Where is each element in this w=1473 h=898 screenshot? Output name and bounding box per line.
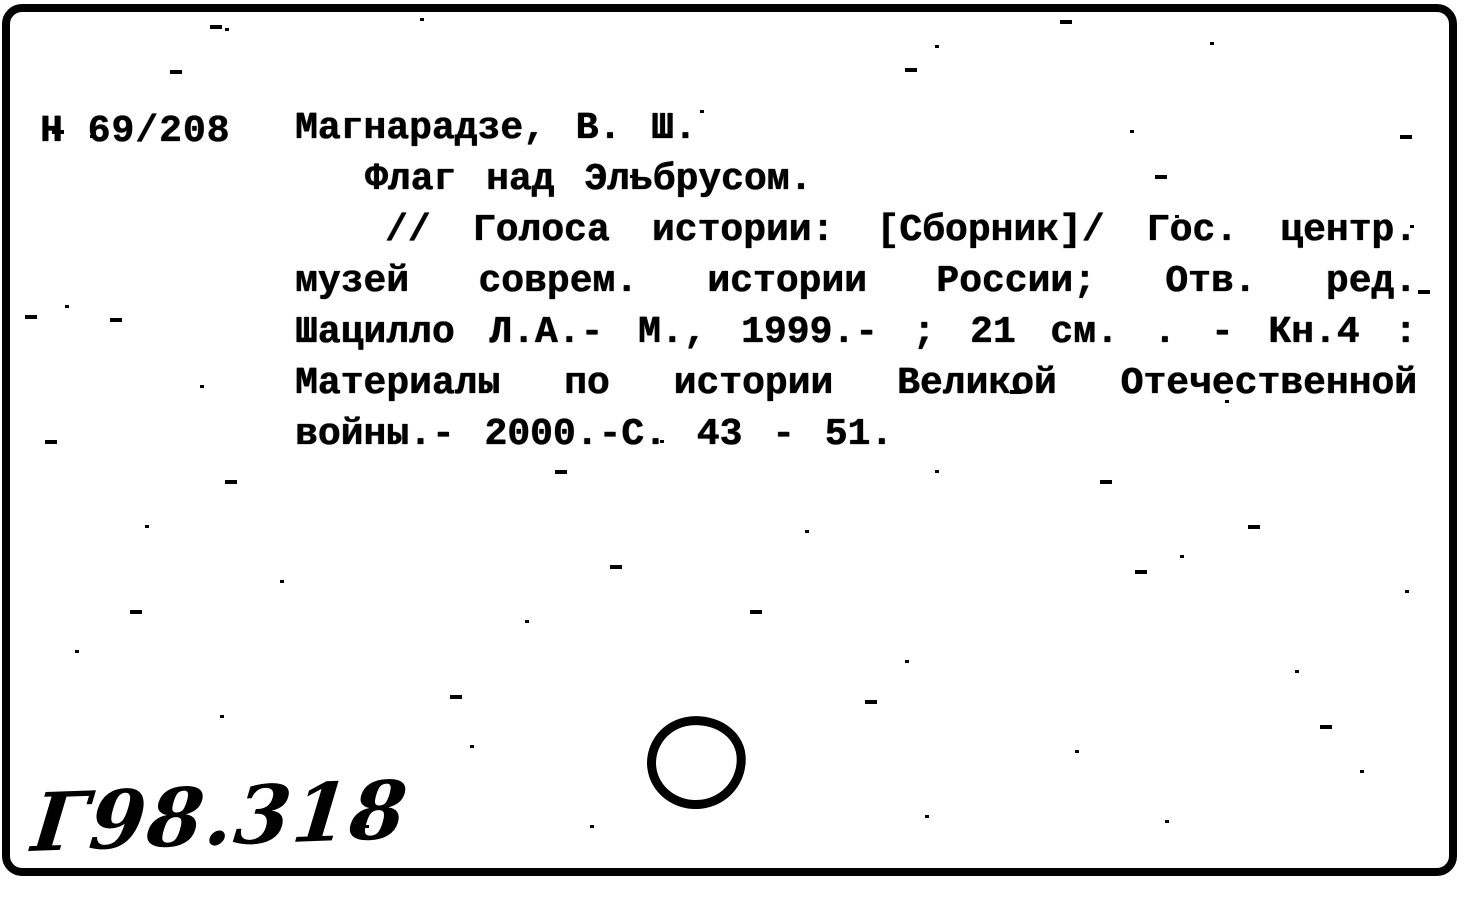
description-line-3: Шацилло Л.А.- М., 1999.- ; 21 см. . - Кн.4 : <box>295 311 1417 354</box>
description-line-1: // Голоса истории: [Сборник]/ Гос. центр. <box>385 209 1417 252</box>
description-line-4: Материалы по истории Великой Отечественной <box>295 362 1417 405</box>
author-heading: Магнарадзе, В. Ш. <box>295 107 697 150</box>
work-title: Флаг над Эльбрусом. <box>365 158 813 201</box>
call-number: Н 69/208 <box>40 110 231 153</box>
description-line-5: войны.- 2000.-С. 43 - 51. <box>295 413 894 456</box>
bibliographic-entry <box>295 103 1417 460</box>
handwritten-accession-number: Г98.318 <box>28 762 414 870</box>
description-line-2: музей соврем. истории России; Отв. ред. <box>295 260 1417 303</box>
